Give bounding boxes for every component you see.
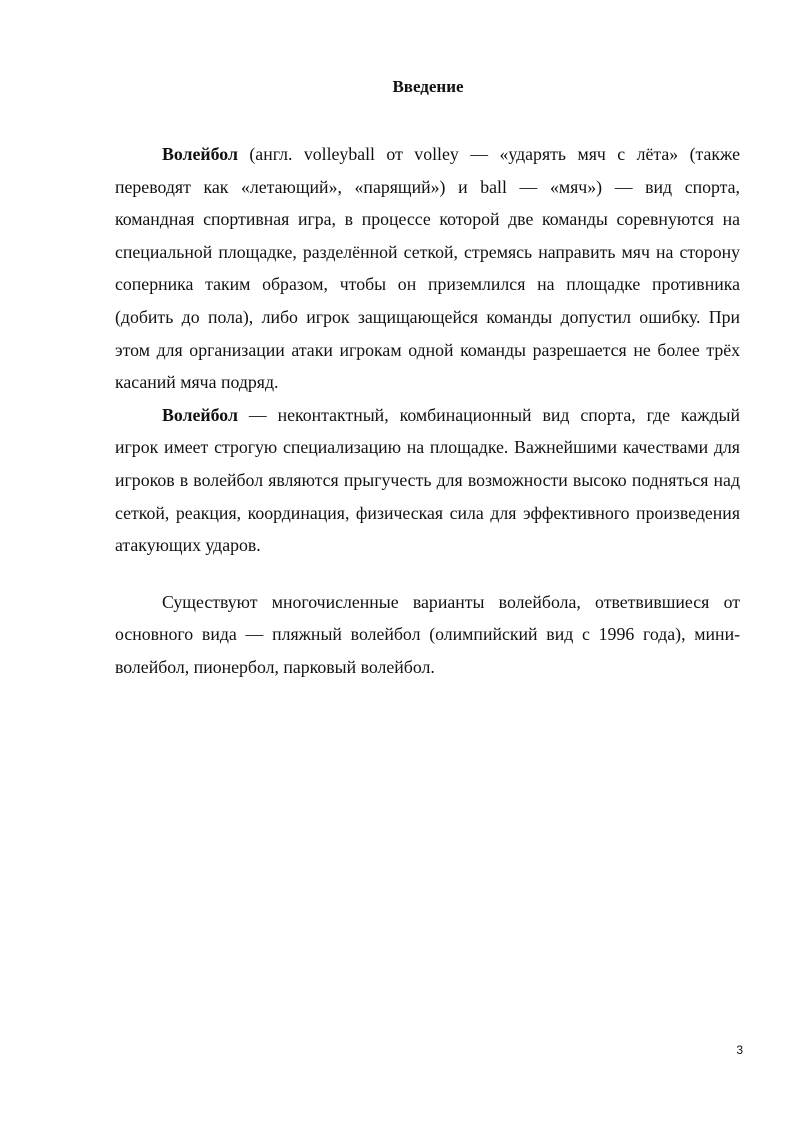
page-title: Введение (392, 77, 464, 96)
paragraph-text: Существуют многочисленные варианты волейбола, ответвившиеся от основного вида — пляжный волейбол (олимпийский вид с 1996 года), мини-волейбол, пионербол, парковый волейбол. (115, 591, 740, 677)
document-body (115, 138, 740, 684)
paragraph-lead-term: Волейбол (162, 404, 238, 425)
paragraph-text: (англ. volleyball от volley — «ударять мяч с лёта» (также переводят как «летающий», «парящий») и ball — «мяч») — вид спорта, командная спортивная игра, в процессе которой две команды соревнуются на специальной площадке, разделённой сеткой, стремясь направить мяч на сторону соперника таким образом, чтобы он приземлился на площадке противника (добить до пола), либо игрок защищающейся команды допустил ошибку. При этом для организации атаки игрокам одной команды разрешается не более трёх касаний мяча подряд. (115, 144, 740, 393)
page-number: 3 (736, 1043, 743, 1057)
paragraph-variants (115, 586, 740, 684)
paragraph-text: — неконтактный, комбинационный вид спорта, где каждый игрок имеет строгую специализацию на площадке. Важнейшими качествами для игроков в волейбол являются прыгучесть для возможности высоко подняться над сеткой, реакция, координация, физическая сила для эффективного произведения атакующих ударов. (115, 404, 740, 556)
paragraph-lead-term: Волейбол (162, 144, 238, 164)
paragraph-definition (115, 138, 740, 399)
paragraph-characteristics (115, 399, 740, 562)
